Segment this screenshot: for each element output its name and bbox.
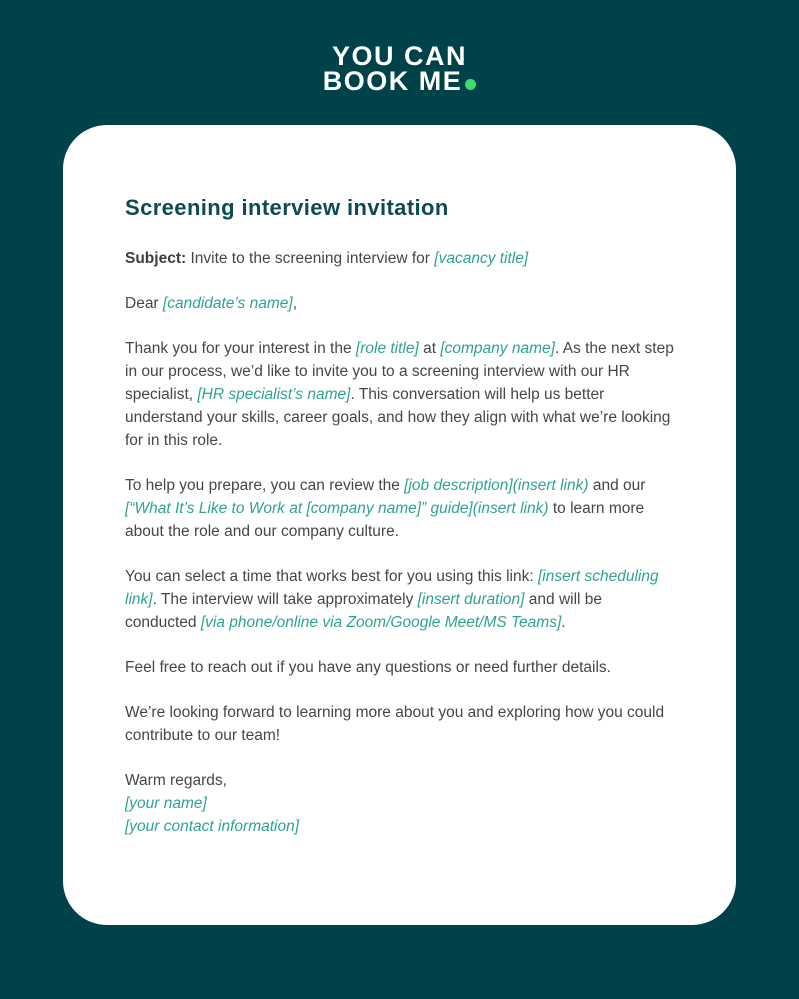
- body-text: and will be conducted: [125, 591, 603, 631]
- body-text: Invite to the screening interview for: [190, 250, 435, 267]
- placeholder-text: [job description](insert link): [404, 477, 589, 494]
- body-text: ,: [292, 295, 298, 312]
- body-text: .: [561, 614, 566, 631]
- placeholder-text: [role title]: [355, 340, 419, 357]
- placeholder-text: [company name]: [440, 340, 555, 357]
- body-text: Thank you for your interest in the: [125, 340, 356, 357]
- body-text: . As the next step in our process, we’d like to invite you to a screening interview with our HR specialist,: [125, 340, 674, 403]
- placeholder-text: [candidate’s name]: [162, 295, 293, 312]
- body-text: at: [418, 340, 441, 357]
- email-paragraph: [125, 769, 674, 838]
- email-paragraph: [125, 247, 674, 270]
- placeholder-text: [insert duration]: [417, 591, 525, 608]
- email-paragraph: [125, 337, 674, 452]
- email-paragraph: [125, 701, 674, 747]
- brand-logo: [0, 0, 799, 94]
- body-text: To help you prepare, you can review the: [125, 477, 405, 494]
- body-text: Warm regards,: [125, 772, 227, 789]
- body-text: and our: [588, 477, 646, 494]
- body-text: to learn more about the role and our company culture.: [125, 500, 645, 540]
- placeholder-text: [insert scheduling link]: [125, 568, 659, 608]
- logo-line-2: [0, 66, 799, 96]
- placeholder-text: [your contact information]: [125, 818, 300, 835]
- placeholder-text: [via phone/online via Zoom/Google Meet/MS Teams]: [200, 614, 562, 631]
- email-paragraph: [125, 474, 674, 543]
- body-text: Subject:: [125, 250, 191, 267]
- email-paragraph: [125, 292, 674, 315]
- page-title: Screening interview invitation: [125, 195, 449, 220]
- logo-line-2-text: BOOK ME: [322, 66, 463, 96]
- placeholder-text: [“What It’s Like to Work at [company name]” guide](insert link): [125, 500, 549, 517]
- placeholder-text: [your name]: [125, 795, 207, 812]
- body-text: We’re looking forward to learning more about you and exploring how you could contribute to our team!: [125, 704, 665, 744]
- email-paragraph: [125, 565, 674, 634]
- email-body: [125, 247, 674, 838]
- body-text: . The interview will take approximately: [152, 591, 418, 608]
- logo-line-1: YOU CAN: [331, 41, 467, 71]
- logo-green-dot-icon: [465, 79, 476, 90]
- placeholder-text: [vacancy title]: [434, 250, 529, 267]
- body-text: You can select a time that works best for you using this link:: [125, 568, 538, 585]
- body-text: . This conversation will help us better understand your skills, career goals, and how they align with what we’re looking for in this role.: [125, 386, 671, 449]
- email-paragraph: [125, 656, 674, 679]
- placeholder-text: [HR specialist’s name]: [197, 386, 351, 403]
- email-template-card: [63, 125, 736, 925]
- body-text: Dear: [125, 295, 163, 312]
- body-text: Feel free to reach out if you have any questions or need further details.: [125, 659, 611, 676]
